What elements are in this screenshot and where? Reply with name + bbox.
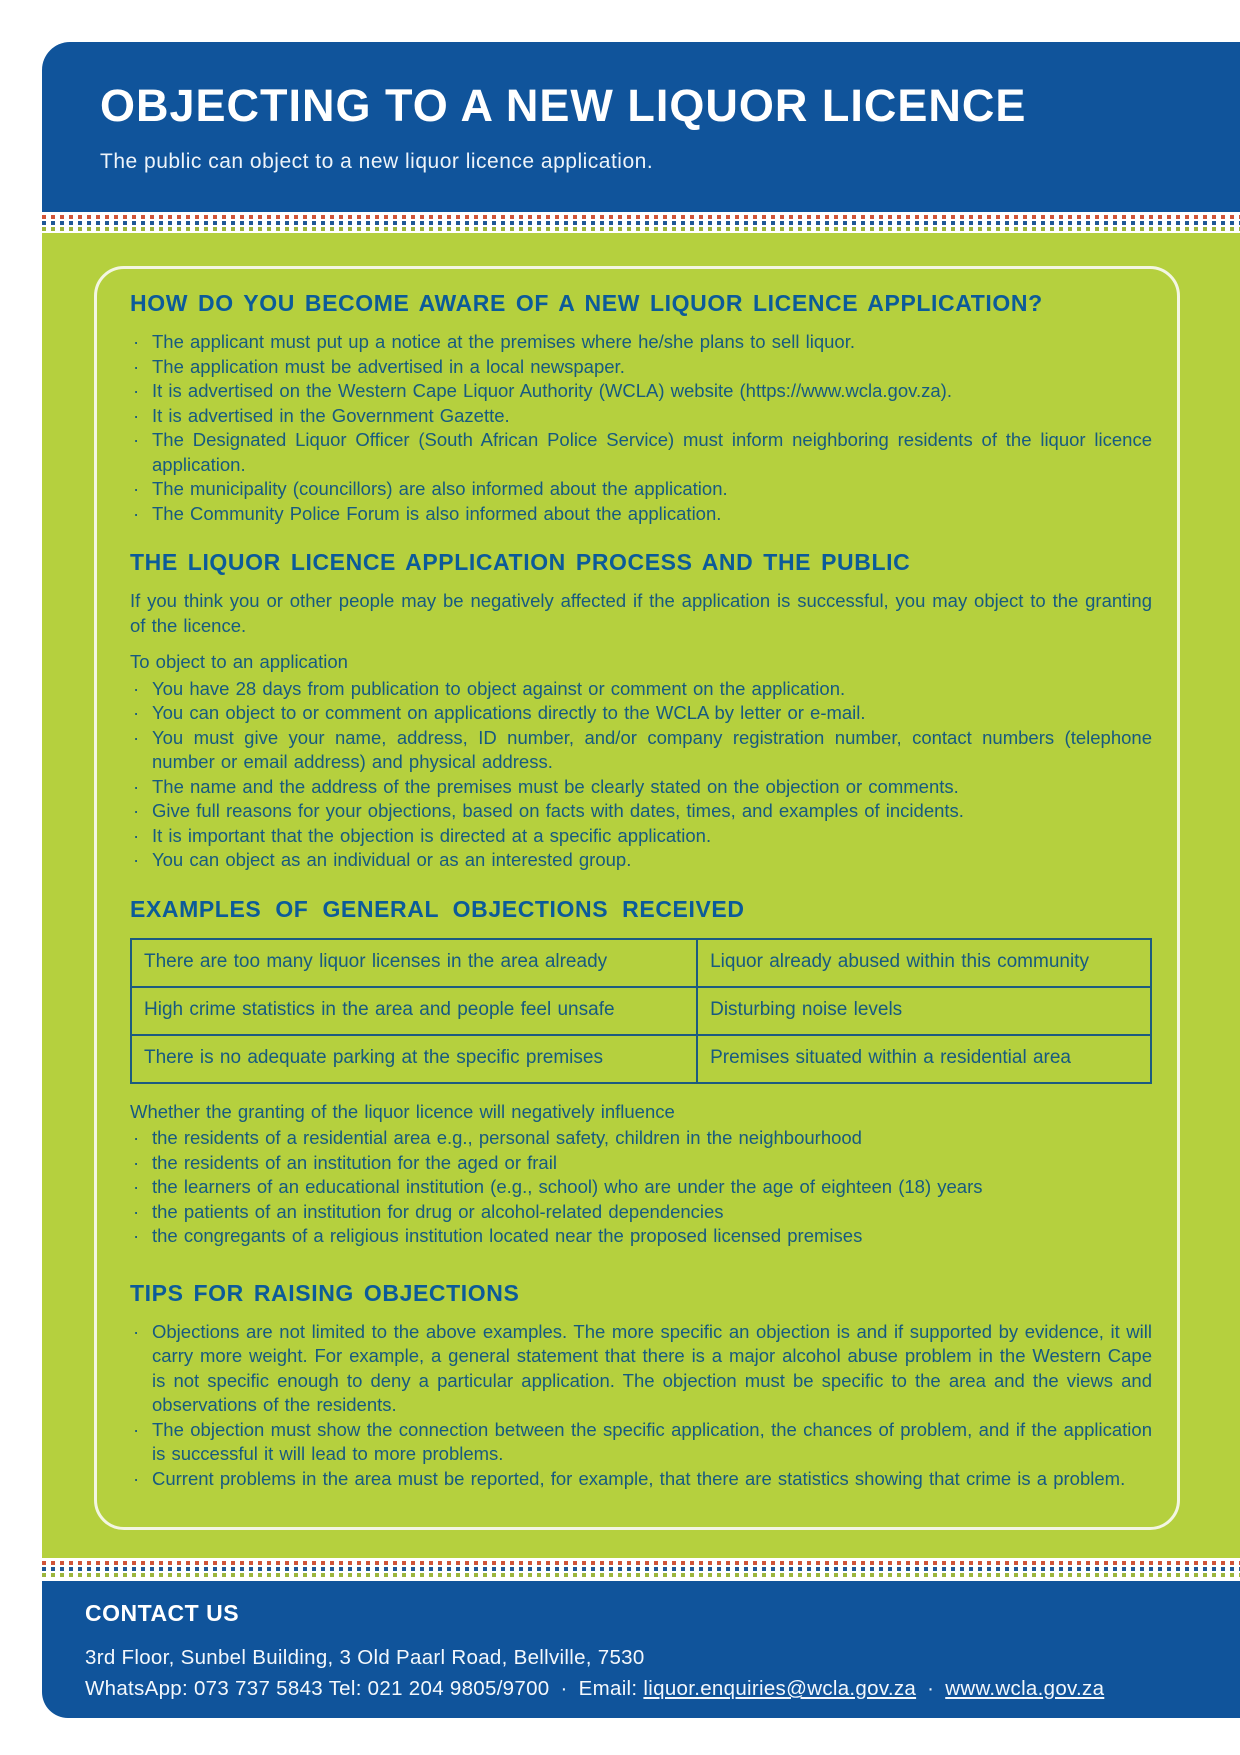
bullet-marker: · — [133, 800, 140, 821]
dotted-divider-bottom — [42, 1560, 1240, 1578]
contact-line — [85, 1673, 1200, 1704]
separator-dot: · — [560, 1677, 568, 1700]
list-item-text: the residents of an institution for the aged or frail — [152, 1151, 557, 1173]
table-row — [131, 939, 1151, 987]
list-item — [130, 330, 1152, 355]
list-item-text: You must give your name, address, ID number, and/or company registration number, contact numbers (telephone number or email address) and physical address. — [152, 726, 1152, 772]
list-item — [130, 379, 1152, 404]
footer — [42, 1581, 1240, 1718]
list-item-text: The application must be advertised in a local newspaper. — [152, 355, 625, 377]
bullet-marker: · — [133, 355, 140, 377]
list-item — [130, 502, 1152, 527]
bullet-list-examples — [130, 1126, 1152, 1249]
bullet-marker: · — [133, 1225, 140, 1246]
phone-numbers: WhatsApp: 073 737 5843 Tel: 021 204 9805/9700 — [85, 1677, 550, 1700]
list-item — [130, 1175, 1152, 1200]
list-item-text: The name and the address of the premises must be clearly stated on the objection or comments. — [152, 775, 959, 797]
list-item-text: the patients of an institution for drug or alcohol-related dependencies — [152, 1200, 724, 1222]
separator-dot: · — [927, 1677, 935, 1700]
table-cell: There is no adequate parking at the specific premises — [131, 1035, 697, 1083]
bullet-marker: · — [133, 331, 140, 352]
bullet-marker: · — [133, 702, 140, 723]
table-cell: High crime statistics in the area and people feel unsafe — [131, 987, 697, 1035]
objections-table-body — [131, 939, 1151, 1083]
list-item-text: the residents of a residential area e.g., personal safety, children in the neighbourhood — [152, 1127, 862, 1148]
list-item — [130, 355, 1152, 380]
examples-lead: Whether the granting of the liquor licence will negatively influence — [130, 1100, 675, 1122]
list-item — [130, 1418, 1152, 1467]
bullet-marker: · — [133, 726, 140, 748]
bullet-marker: · — [133, 849, 140, 870]
list-item — [130, 701, 1152, 726]
list-item — [130, 824, 1152, 849]
objections-table — [130, 938, 1152, 1084]
list-item-text: the learners of an educational institution (e.g., school) who are under the age of eighteen (18) years — [152, 1176, 983, 1197]
section-tips — [130, 1279, 1152, 1492]
bullet-marker: · — [133, 677, 140, 699]
page-title: OBJECTING TO A NEW LIQUOR LICENCE — [100, 80, 1027, 131]
list-item-text: You can object to or comment on applications directly to the WCLA by letter or e-mail. — [152, 702, 866, 723]
section-heading-process: THE LIQUOR LICENCE APPLICATION PROCESS AND THE PUBLIC — [130, 549, 911, 575]
list-item-text: Objections are not limited to the above examples. The more specific an objection is and if supported by evidence, it will carry more weight. For example, a general statement that there is a major alcohol abuse problem in the Western Cape is not specific enough to deny a particular application. The objection must be specific to the area and the views and observations of the residents. — [152, 1320, 1152, 1415]
section-heading-awareness: HOW DO YOU BECOME AWARE OF A NEW LIQUOR LICENCE APPLICATION? — [130, 290, 1043, 316]
table-cell: Liquor already abused within this community — [697, 939, 1151, 987]
section-process — [130, 548, 1152, 873]
process-lead: To object to an application — [130, 651, 348, 672]
content-panel — [42, 233, 1240, 1558]
list-item — [130, 1467, 1152, 1492]
bullet-marker: · — [133, 1200, 140, 1222]
list-item — [130, 428, 1152, 477]
bullet-marker: · — [133, 1418, 140, 1440]
table-row — [131, 987, 1151, 1035]
list-item — [130, 799, 1152, 824]
bullet-marker: · — [133, 1467, 140, 1489]
bullet-marker: · — [133, 1127, 140, 1148]
list-item-text: The municipality (councillors) are also informed about the application. — [152, 478, 728, 499]
bullet-list-awareness — [130, 330, 1152, 526]
list-item — [130, 726, 1152, 775]
section-heading-examples: EXAMPLES OF GENERAL OBJECTIONS RECEIVED — [130, 895, 745, 922]
contact-heading: CONTACT US — [85, 1600, 240, 1626]
bullet-marker: · — [133, 380, 140, 401]
list-item-text: the congregants of a religious institution located near the proposed licensed premises — [152, 1225, 863, 1246]
bullet-marker: · — [133, 1176, 140, 1197]
page-subtitle: The public can object to a new liquor licence application. — [100, 150, 654, 173]
bullet-marker: · — [133, 429, 140, 450]
list-item — [130, 477, 1152, 502]
dotted-divider-top — [42, 213, 1240, 233]
table-cell: Premises situated within a residential area — [697, 1035, 1151, 1083]
list-item-text: Give full reasons for your objections, based on facts with dates, times, and examples of incidents. — [152, 800, 964, 821]
website-link[interactable]: www.wcla.gov.za — [945, 1677, 1105, 1700]
bullet-marker: · — [133, 775, 140, 797]
section-heading-tips: TIPS FOR RAISING OBJECTIONS — [130, 1279, 520, 1306]
table-row — [131, 1035, 1151, 1083]
list-item — [130, 1151, 1152, 1176]
bullet-list-tips — [130, 1320, 1152, 1492]
list-item-text: You can object as an individual or as an interested group. — [152, 849, 632, 870]
list-item — [130, 1320, 1152, 1418]
process-intro: If you think you or other people may be negatively affected if the application is successful, you may object to the granting of the licence. — [130, 590, 1152, 636]
bullet-marker: · — [133, 824, 140, 846]
section-examples — [130, 895, 1152, 1249]
list-item-text: The objection must show the connection between the specific application, the chances of problem, and if the application is successful it will lead to more problems. — [152, 1418, 1152, 1464]
bullet-marker: · — [133, 1320, 140, 1342]
content-body — [130, 289, 1152, 1491]
list-item-text: The applicant must put up a notice at the premises where he/she plans to sell liquor. — [152, 331, 855, 352]
list-item-text: The Community Police Forum is also informed about the application. — [152, 502, 722, 524]
page-header — [42, 42, 1240, 212]
list-item-text: You have 28 days from publication to object against or comment on the application. — [152, 677, 846, 699]
bullet-marker: · — [133, 1151, 140, 1173]
table-cell: Disturbing noise levels — [697, 987, 1151, 1035]
list-item-text: The Designated Liquor Officer (South African Police Service) must inform neighboring residents of the liquor licence application. — [152, 429, 1152, 475]
address-line: 3rd Floor, Sunbel Building, 3 Old Paarl Road, Bellville, 7530 — [85, 1646, 645, 1669]
list-item — [130, 1126, 1152, 1151]
list-item-text: It is important that the objection is directed at a specific application. — [152, 824, 712, 846]
list-item-text: It is advertised on the Western Cape Liquor Authority (WCLA) website (https://www.wcla.gov.za). — [152, 380, 952, 401]
list-item-text: Current problems in the area must be reported, for example, that there are statistics showing that crime is a problem. — [152, 1467, 1126, 1489]
section-awareness — [130, 289, 1152, 526]
list-item — [130, 775, 1152, 800]
list-item — [130, 848, 1152, 873]
bullet-marker: · — [133, 404, 140, 426]
list-item-text: It is advertised in the Government Gazette. — [152, 404, 510, 426]
email-label: Email: — [578, 1677, 638, 1700]
list-item — [130, 677, 1152, 702]
bullet-marker: · — [133, 478, 140, 499]
table-cell: There are too many liquor licenses in the area already — [131, 939, 697, 987]
list-item — [130, 1224, 1152, 1249]
list-item — [130, 1200, 1152, 1225]
bullet-list-process — [130, 677, 1152, 873]
list-item — [130, 404, 1152, 429]
bullet-marker: · — [133, 502, 140, 524]
email-link[interactable]: liquor.enquiries@wcla.gov.za — [643, 1677, 917, 1700]
